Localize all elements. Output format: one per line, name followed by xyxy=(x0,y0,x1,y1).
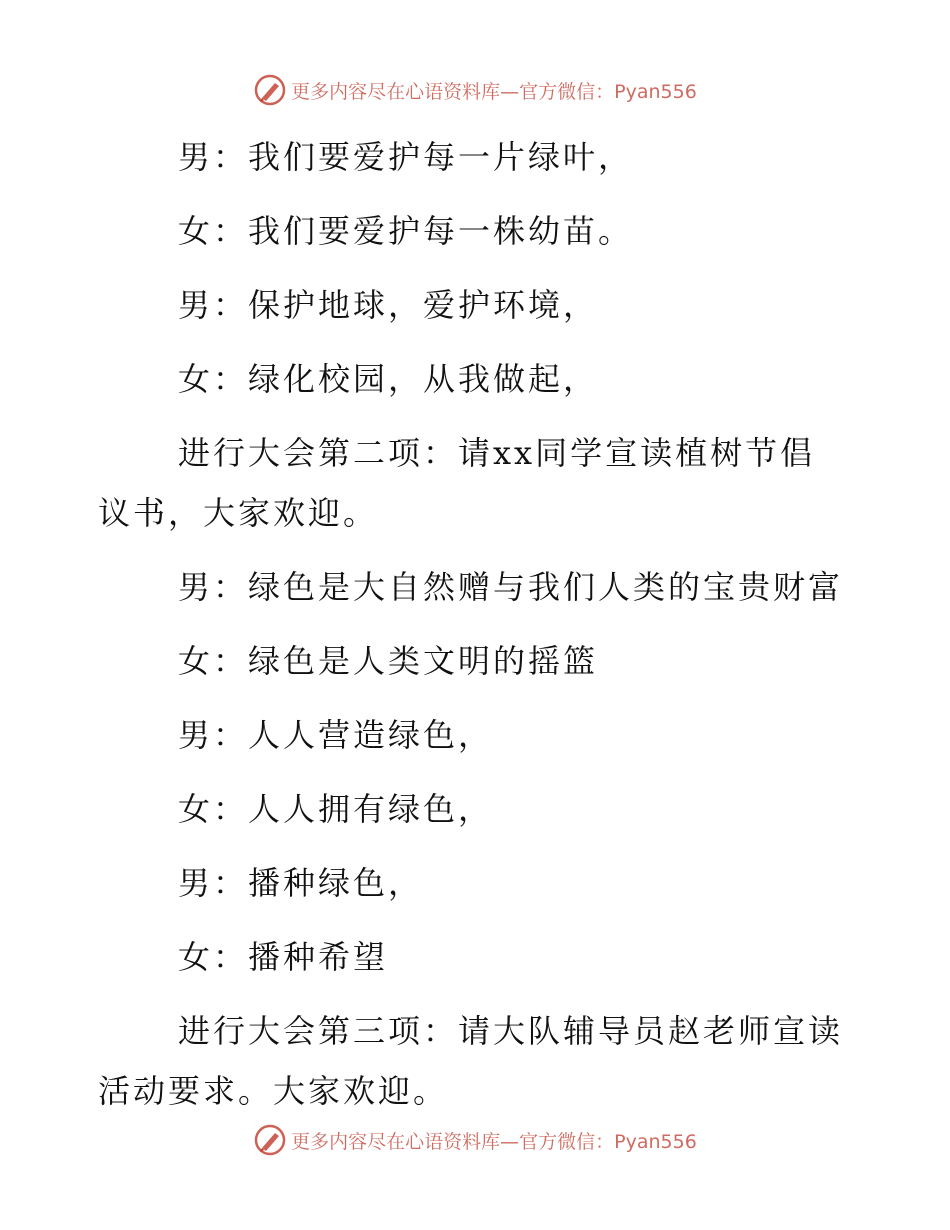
pen-logo-icon xyxy=(253,1123,287,1157)
watermark-footer xyxy=(0,1120,950,1160)
dialogue-line: 男：人人营造绿色， xyxy=(178,716,494,754)
dialogue-line: 女：我们要爱护每一株幼苗。 xyxy=(178,212,634,250)
dialogue-line: 男：绿色是大自然赠与我们人类的宝贵财富 xyxy=(178,568,844,606)
dialogue-line: 女：播种希望 xyxy=(178,938,389,976)
dialogue-line: 男：保护地球，爱护环境， xyxy=(178,286,599,324)
dialogue-line: 女：绿色是人类文明的摇篮 xyxy=(178,642,599,680)
watermark-text: 更多内容尽在心语资料库—官方微信：Pyan556 xyxy=(291,1130,697,1153)
watermark-text: 更多内容尽在心语资料库—官方微信：Pyan556 xyxy=(291,80,697,103)
dialogue-line: 女：人人拥有绿色， xyxy=(178,790,494,828)
watermark-header xyxy=(0,70,950,110)
dialogue-line: 男：播种绿色， xyxy=(178,864,424,902)
document-body xyxy=(98,120,843,1128)
dialogue-line: 女：绿化校园，从我做起， xyxy=(178,360,599,398)
dialogue-line: 男：我们要爱护每一片绿叶， xyxy=(178,138,634,176)
pen-logo-icon xyxy=(253,73,287,107)
agenda-paragraph: 进行大会第三项：请大队辅导员赵老师宣读活动要求。大家欢迎。 xyxy=(98,1012,844,1110)
agenda-paragraph: 进行大会第二项：请xx同学宣读植树节倡议书，大家欢迎。 xyxy=(98,434,816,532)
